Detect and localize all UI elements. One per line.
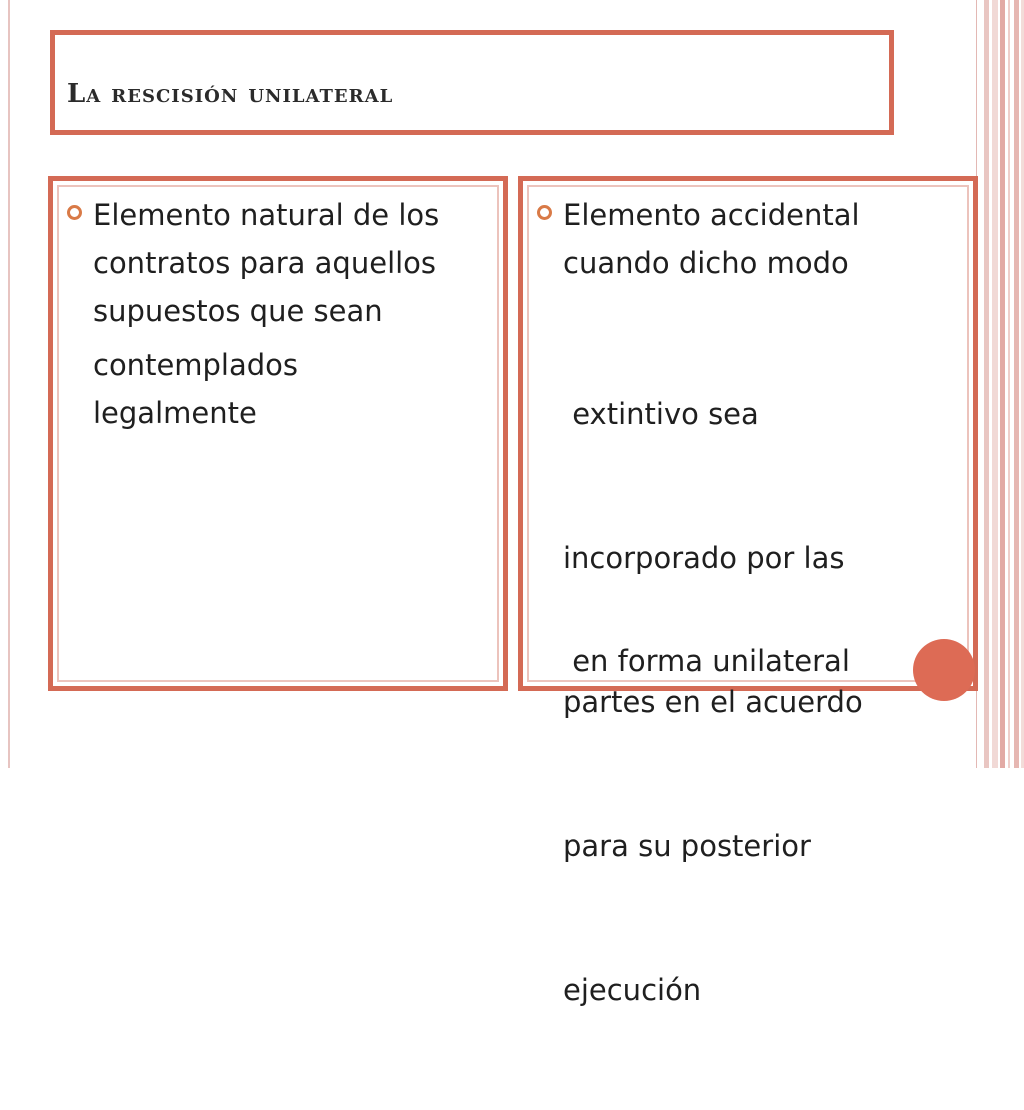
text-line: cuando dicho modo — [563, 246, 849, 280]
text-line: extintivo sea — [563, 397, 759, 431]
text-line: Elemento natural de los — [93, 198, 440, 232]
text-line: partes en el acuerdo — [563, 685, 863, 719]
text-line: supuestos que sean — [93, 294, 383, 328]
text-line: en forma unilateral — [563, 644, 850, 678]
text-line: legalmente — [93, 396, 257, 430]
bullet-circle-icon — [67, 205, 82, 220]
right-stripe — [1014, 0, 1019, 768]
right-stripe — [1000, 0, 1005, 768]
right-stripe — [1008, 0, 1010, 768]
right-paragraph-3 — [563, 541, 850, 781]
decorative-circle — [913, 639, 975, 701]
right-stripe — [984, 0, 989, 768]
left-edge-line — [8, 0, 10, 768]
text-line: incorporado por las — [563, 541, 845, 575]
left-paragraph-1 — [93, 191, 439, 335]
text-line: ejecución — [563, 973, 702, 1007]
slide-title: La rescisión unilateral — [67, 79, 394, 109]
left-paragraph-2 — [93, 341, 298, 437]
right-content-box — [518, 176, 978, 1007]
right-stripe — [992, 0, 998, 768]
right-paragraph-1 — [563, 191, 860, 287]
text-line: contemplados — [93, 348, 299, 382]
text-line: contratos para aquellos — [93, 246, 437, 280]
bullet-circle-icon — [537, 205, 552, 220]
left-content-box — [48, 176, 508, 691]
title-box — [50, 30, 894, 135]
text-line: Elemento accidental — [563, 198, 860, 232]
text-line: para su posterior — [563, 829, 811, 863]
